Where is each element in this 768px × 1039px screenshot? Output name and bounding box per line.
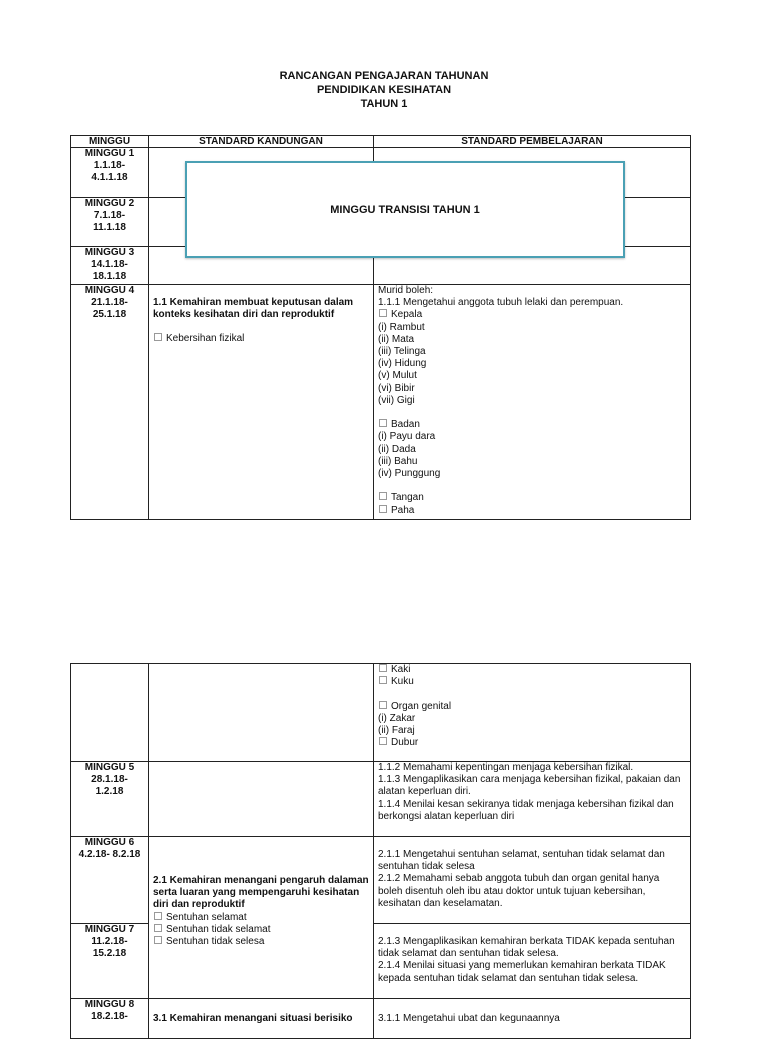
sp-bullet: Kepala [378,309,686,321]
sp-intro: Murid boleh: [378,285,434,296]
sp-item: 1.1.3 Mengaplikasikan cara menjaga kebersihan fizikal, pakaian dan alatan keperluan diri. [378,774,681,798]
sp-item: 1.1.2 Memahami kepentingan menjaga kebersihan fizikal. [378,762,634,773]
sp-cell [374,999,691,1039]
week-label: MINGGU 1 [84,148,135,159]
sp-item: 2.1.4 Menilai situasi yang memerlukan kemahiran berkata TIDAK kepada sentuhan tidak selamat dan sentuhan tidak selesa. [378,960,666,984]
sp-subitem: (ii) Mata [378,333,415,345]
week-label: MINGGU 3 [84,247,135,258]
sp-cell [374,285,691,520]
sp-cell [374,924,691,999]
sp-subitem: (iii) Bahu [378,455,418,467]
week-cell [71,664,149,762]
sp-bullet: Dubur [378,737,686,749]
sk-cell [149,285,374,520]
week-date: 28.1.18- [91,774,128,786]
spacer [378,688,686,700]
checkbox-bullet-icon [154,333,162,341]
sp-subitem: (i) Rambut [378,321,425,333]
sk-item: Sentuhan selamat [153,912,369,924]
sp-item: 1.1.4 Menilai kesan sekiranya tidak menjaga kebersihan fizikal dan berkongsi alatan keperluan diri [378,798,674,822]
sp-cell [374,837,691,924]
header-standard-kandungan: STANDARD KANDUNGAN [149,136,374,148]
week-date: 4.2.18- 8.2.18 [78,849,141,861]
checkbox-bullet-icon [379,664,387,672]
table-row [71,999,691,1039]
week-date: 18.2.18- [91,1011,128,1023]
checkbox-bullet-icon [379,419,387,427]
sk-title: 3.1 Kemahiran menangani situasi berisiko [153,1013,353,1024]
checkbox-bullet-icon [379,737,387,745]
week-date: 15.2.18 [92,948,127,960]
week-label: MINGGU 6 [84,837,135,848]
sp-item: 2.1.2 Memahami sebab anggota tubuh dan organ genital hanya boleh disentuh oleh ibu atau doktor untuk tujuan kebersihan, kesihatan dan keselamatan. [378,873,660,909]
sp-subitem: (iii) Telinga [378,346,426,358]
week-cell [71,762,149,837]
week-cell [71,148,149,198]
week-cell [71,247,149,285]
sp-item: 3.1.1 Mengetahui ubat dan kegunaannya [378,1013,560,1024]
week-label: MINGGU 7 [84,924,135,935]
sk-cell [149,999,374,1039]
sp-subitem: (i) Payu dara [378,431,436,443]
week-date: 14.1.18- [91,259,128,271]
week-cell [71,285,149,520]
week-date: 11.1.18 [93,222,126,234]
sp-subitem: (iv) Punggung [378,468,441,480]
sk-cell [149,664,374,762]
week-label: MINGGU 5 [84,762,135,773]
table-row [71,762,691,837]
sk-item: Sentuhan tidak selesa [153,936,369,948]
sp-bullet: Paha [378,505,686,517]
week-date: 18.1.18 [92,271,127,283]
sp-subitem: (i) Zakar [378,712,416,724]
sk-title: 2.1 Kemahiran menangani pengaruh dalaman serta luaran yang mempengaruhi kesihatan diri dan reproduktif [153,875,369,911]
week-date: 7.1.18- [93,210,126,222]
week-label: MINGGU 8 [84,999,135,1010]
sp-subitem: (vi) Bibir [378,382,415,394]
sp-bullet: Tangan [378,492,686,504]
sk-item: Kebersihan fizikal [153,333,369,345]
week-label: MINGGU 2 [84,198,135,209]
sk-cell [149,762,374,837]
checkbox-bullet-icon [154,924,162,932]
sk-item: Sentuhan tidak selamat [153,924,369,936]
doc-title-line2: PENDIDIKAN KESIHATAN [316,84,452,96]
table-row [71,837,691,924]
sp-subitem: (ii) Faraj [378,725,415,736]
checkbox-bullet-icon [154,936,162,944]
sp-bullet: Badan [378,419,686,431]
sp-subitem: (ii) Dada [378,443,416,455]
week-cell [71,924,149,999]
week-label: MINGGU 4 [84,285,135,296]
week-cell [71,198,149,247]
sp-cell [374,762,691,837]
week-date: 11.2.18- [91,936,128,948]
sp-bullet: Organ genital [378,701,686,713]
week-cell [71,999,149,1039]
sp-subitem: (iv) Hidung [378,358,427,370]
checkbox-bullet-icon [379,701,387,709]
week-date: 21.1.18- [91,297,128,309]
sp-bullet: Kuku [378,676,686,688]
spacer [378,407,686,419]
sk-cell [149,837,374,999]
table-row [71,285,691,520]
checkbox-bullet-icon [379,309,387,317]
sp-item: 2.1.1 Mengetahui sentuhan selamat, sentuhan tidak selamat dan sentuhan tidak selesa [378,849,665,873]
sk-title: 1.1 Kemahiran membuat keputusan dalam konteks kesihatan diri dan reproduktif [153,297,354,321]
week-date: 25.1.18 [92,309,127,321]
week-cell [71,837,149,924]
doc-title-line1: RANCANGAN PENGAJARAN TAHUNAN [279,70,489,82]
week-date: 4.1.1.18 [91,172,128,184]
week-date: 1.1.18- [93,160,126,172]
header-standard-pembelajaran: STANDARD PEMBELAJARAN [374,136,691,148]
table-header-row [71,136,691,148]
header-minggu: MINGGU [71,136,149,148]
checkbox-bullet-icon [379,492,387,500]
sp-item: 2.1.3 Mengaplikasikan kemahiran berkata TIDAK kepada sentuhan tidak selamat dan sentuhan tidak selesa. [378,936,675,960]
table-row [71,664,691,762]
week-date: 1.2.18 [95,786,124,798]
checkbox-bullet-icon [379,676,387,684]
sp-subitem: (v) Mulut [378,370,417,382]
checkbox-bullet-icon [379,505,387,513]
transition-week-label: MINGGU TRANSISI TAHUN 1 [330,203,480,216]
sp-cell [374,664,691,762]
checkbox-bullet-icon [154,912,162,920]
sp-subitem: (vii) Gigi [378,394,415,406]
transition-week-box [185,161,625,258]
sp-item: 1.1.1 Mengetahui anggota tubuh lelaki dan perempuan. [378,297,624,309]
doc-title-line3: TAHUN 1 [360,98,408,110]
spacer [378,480,686,492]
sp-bullet: Kaki [378,664,686,676]
lesson-plan-table-2 [70,663,691,1039]
